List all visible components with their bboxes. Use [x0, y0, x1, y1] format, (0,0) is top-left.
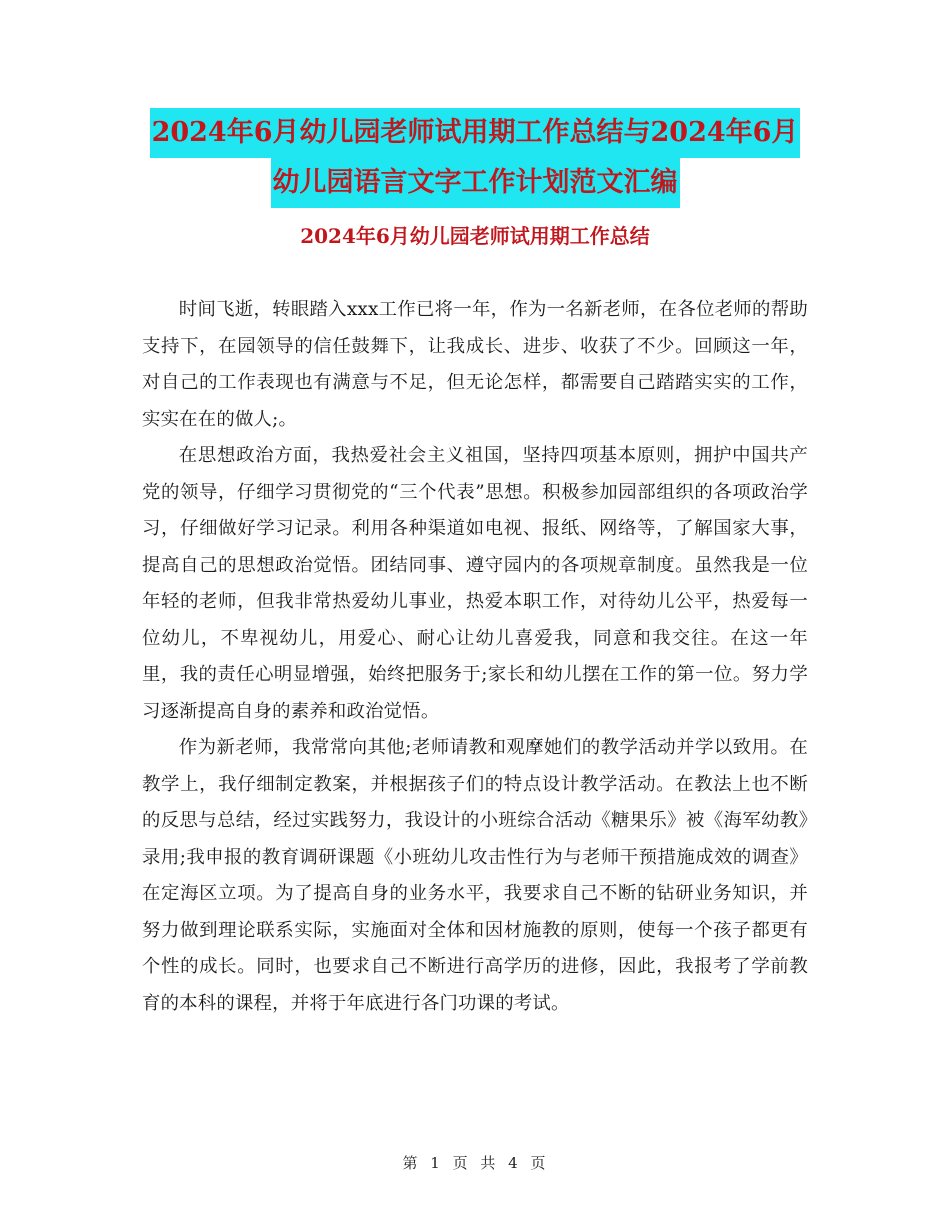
document-title — [0, 108, 950, 208]
document-body — [142, 292, 808, 1022]
paragraph-2: 在思想政治方面，我热爱社会主义祖国，坚持四项基本原则，拥护中国共产党的领导，仔细学习贯彻党的“三个代表”思想。积极参加园部组织的各项政治学习，仔细做好学习记录。利用各种渠道如电视、报纸、网络等，了解国家大事，提高自己的思想政治觉悟。团结同事、遵守园内的各项规章制度。虽然我是一位年轻的老师，但我非常热爱幼儿事业，热爱本职工作，对待幼儿公平，热爱每一位幼儿，不卑视幼儿，用爱心、耐心让幼儿喜爱我，同意和我交往。在这一年里，我的责任心明显增强，始终把服务于;家长和幼儿摆在工作的第一位。努力学习逐渐提高自身的素养和政治觉悟。 — [142, 445, 808, 722]
document-title-line-2: 幼儿园语言文字工作计划范文汇编 — [271, 158, 680, 208]
document-title-line-1: 2024年6月幼儿园老师试用期工作总结与2024年6月 — [150, 108, 801, 158]
paragraph-1: 时间飞逝，转眼踏入xxx工作已将一年，作为一名新老师，在各位老师的帮助支持下，在园领导的信任鼓舞下，让我成长、进步、收获了不少。回顾这一年，对自己的工作表现也有满意与不足，但无论怎样，都需要自己踏踏实实的工作，实实在在的做人;。 — [142, 299, 808, 430]
paragraph-3: 作为新老师，我常常向其他;老师请教和观摩她们的教学活动并学以致用。在教学上，我仔细制定教案，并根据孩子们的特点设计教学活动。在教法上也不断的反思与总结，经过实践努力，我设计的小班综合活动《糖果乐》被《海军幼教》录用;我申报的教育调研课题《小班幼儿攻击性行为与老师干预措施成效的调查》在定海区立项。为了提高自身的业务水平，我要求自己不断的钻研业务知识，并努力做到理论联系实际，实施面对全体和因材施教的原则，使每一个孩子都更有个性的成长。同时，也要求自己不断进行高学历的进修，因此，我报考了学前教育的本科的课程，并将于年底进行各门功课的考试。 — [142, 737, 808, 1014]
section-title: 2024年6月幼儿园老师试用期工作总结 — [300, 224, 650, 248]
page-footer: 第 1 页 共 4 页 — [402, 1154, 548, 1172]
